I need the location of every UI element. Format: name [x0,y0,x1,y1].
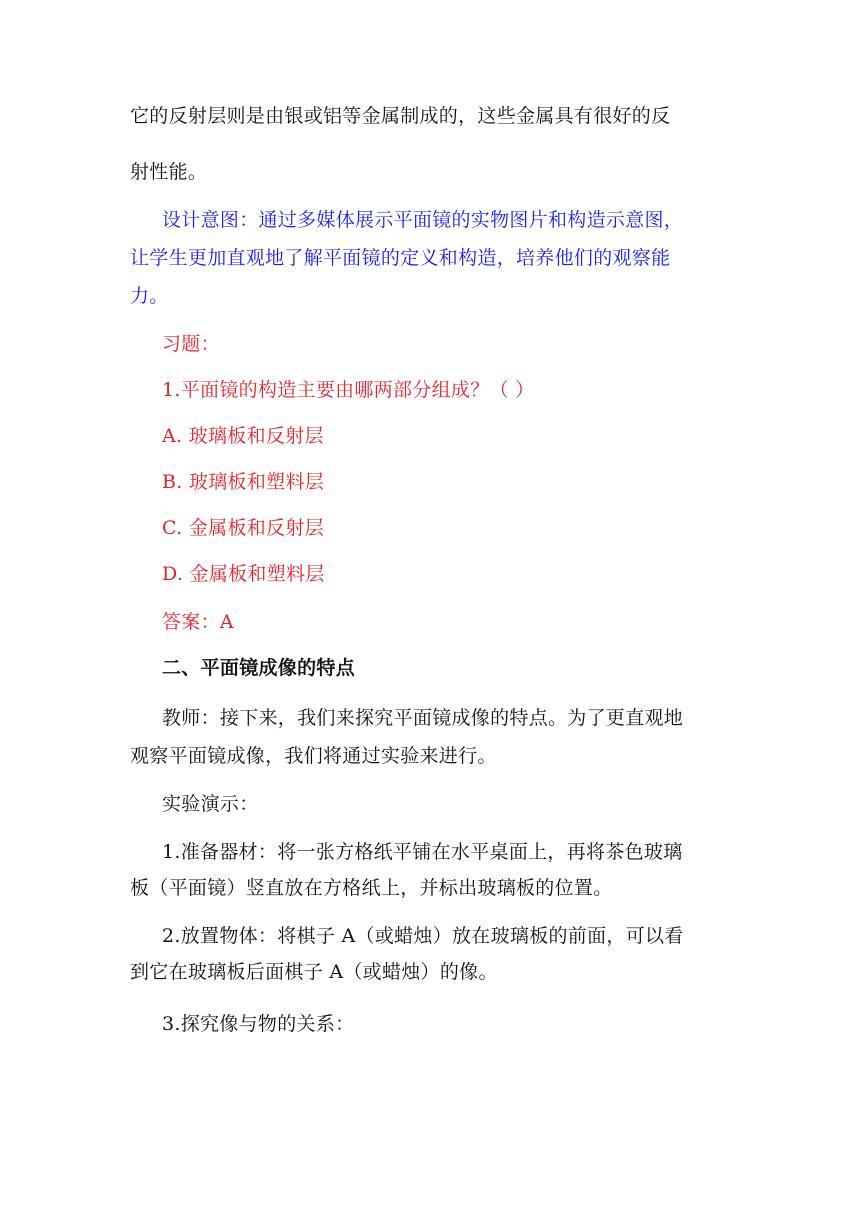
step-2-line: 2.放置物体：将棋子 A（或蜡烛）放在玻璃板的前面，可以看 [162,925,684,947]
step-1-line: 1.准备器材：将一张方格纸平铺在水平桌面上，再将茶色玻璃 [162,841,683,863]
design-intent-line: 让学生更加直观地了解平面镜的定义和构造，培养他们的观察能 [130,247,671,269]
teacher-line: 观察平面镜成像，我们将通过实验来进行。 [130,745,497,767]
answer-line: 答案：A [162,611,234,633]
option-c: C. 金属板和反射层 [162,517,324,539]
step-3-line: 3.探究像与物的关系： [162,1013,355,1035]
section-heading: 二、平面镜成像的特点 [162,657,356,679]
exercise-heading: 习题： [162,333,220,355]
exercise-question: 1.平面镜的构造主要由哪两部分组成？（ ） [162,379,535,401]
option-d: D. 金属板和塑料层 [162,563,325,585]
step-1-line: 板（平面镜）竖直放在方格纸上，并标出玻璃板的位置。 [130,877,613,899]
option-b: B. 玻璃板和塑料层 [162,471,325,493]
paragraph-line: 射性能。 [130,161,208,183]
demo-heading: 实验演示： [162,793,259,815]
option-a: A. 玻璃板和反射层 [162,425,324,447]
paragraph-line: 它的反射层则是由银或铝等金属制成的，这些金属具有很好的反 [130,105,671,127]
design-intent-line: 力。 [130,285,169,307]
step-2-line: 到它在玻璃板后面棋子 A（或蜡烛）的像。 [130,961,498,983]
design-intent-line: 设计意图：通过多媒体展示平面镜的实物图片和构造示意图， [162,209,684,231]
teacher-line: 教师：接下来，我们来探究平面镜成像的特点。为了更直观地 [162,707,684,729]
